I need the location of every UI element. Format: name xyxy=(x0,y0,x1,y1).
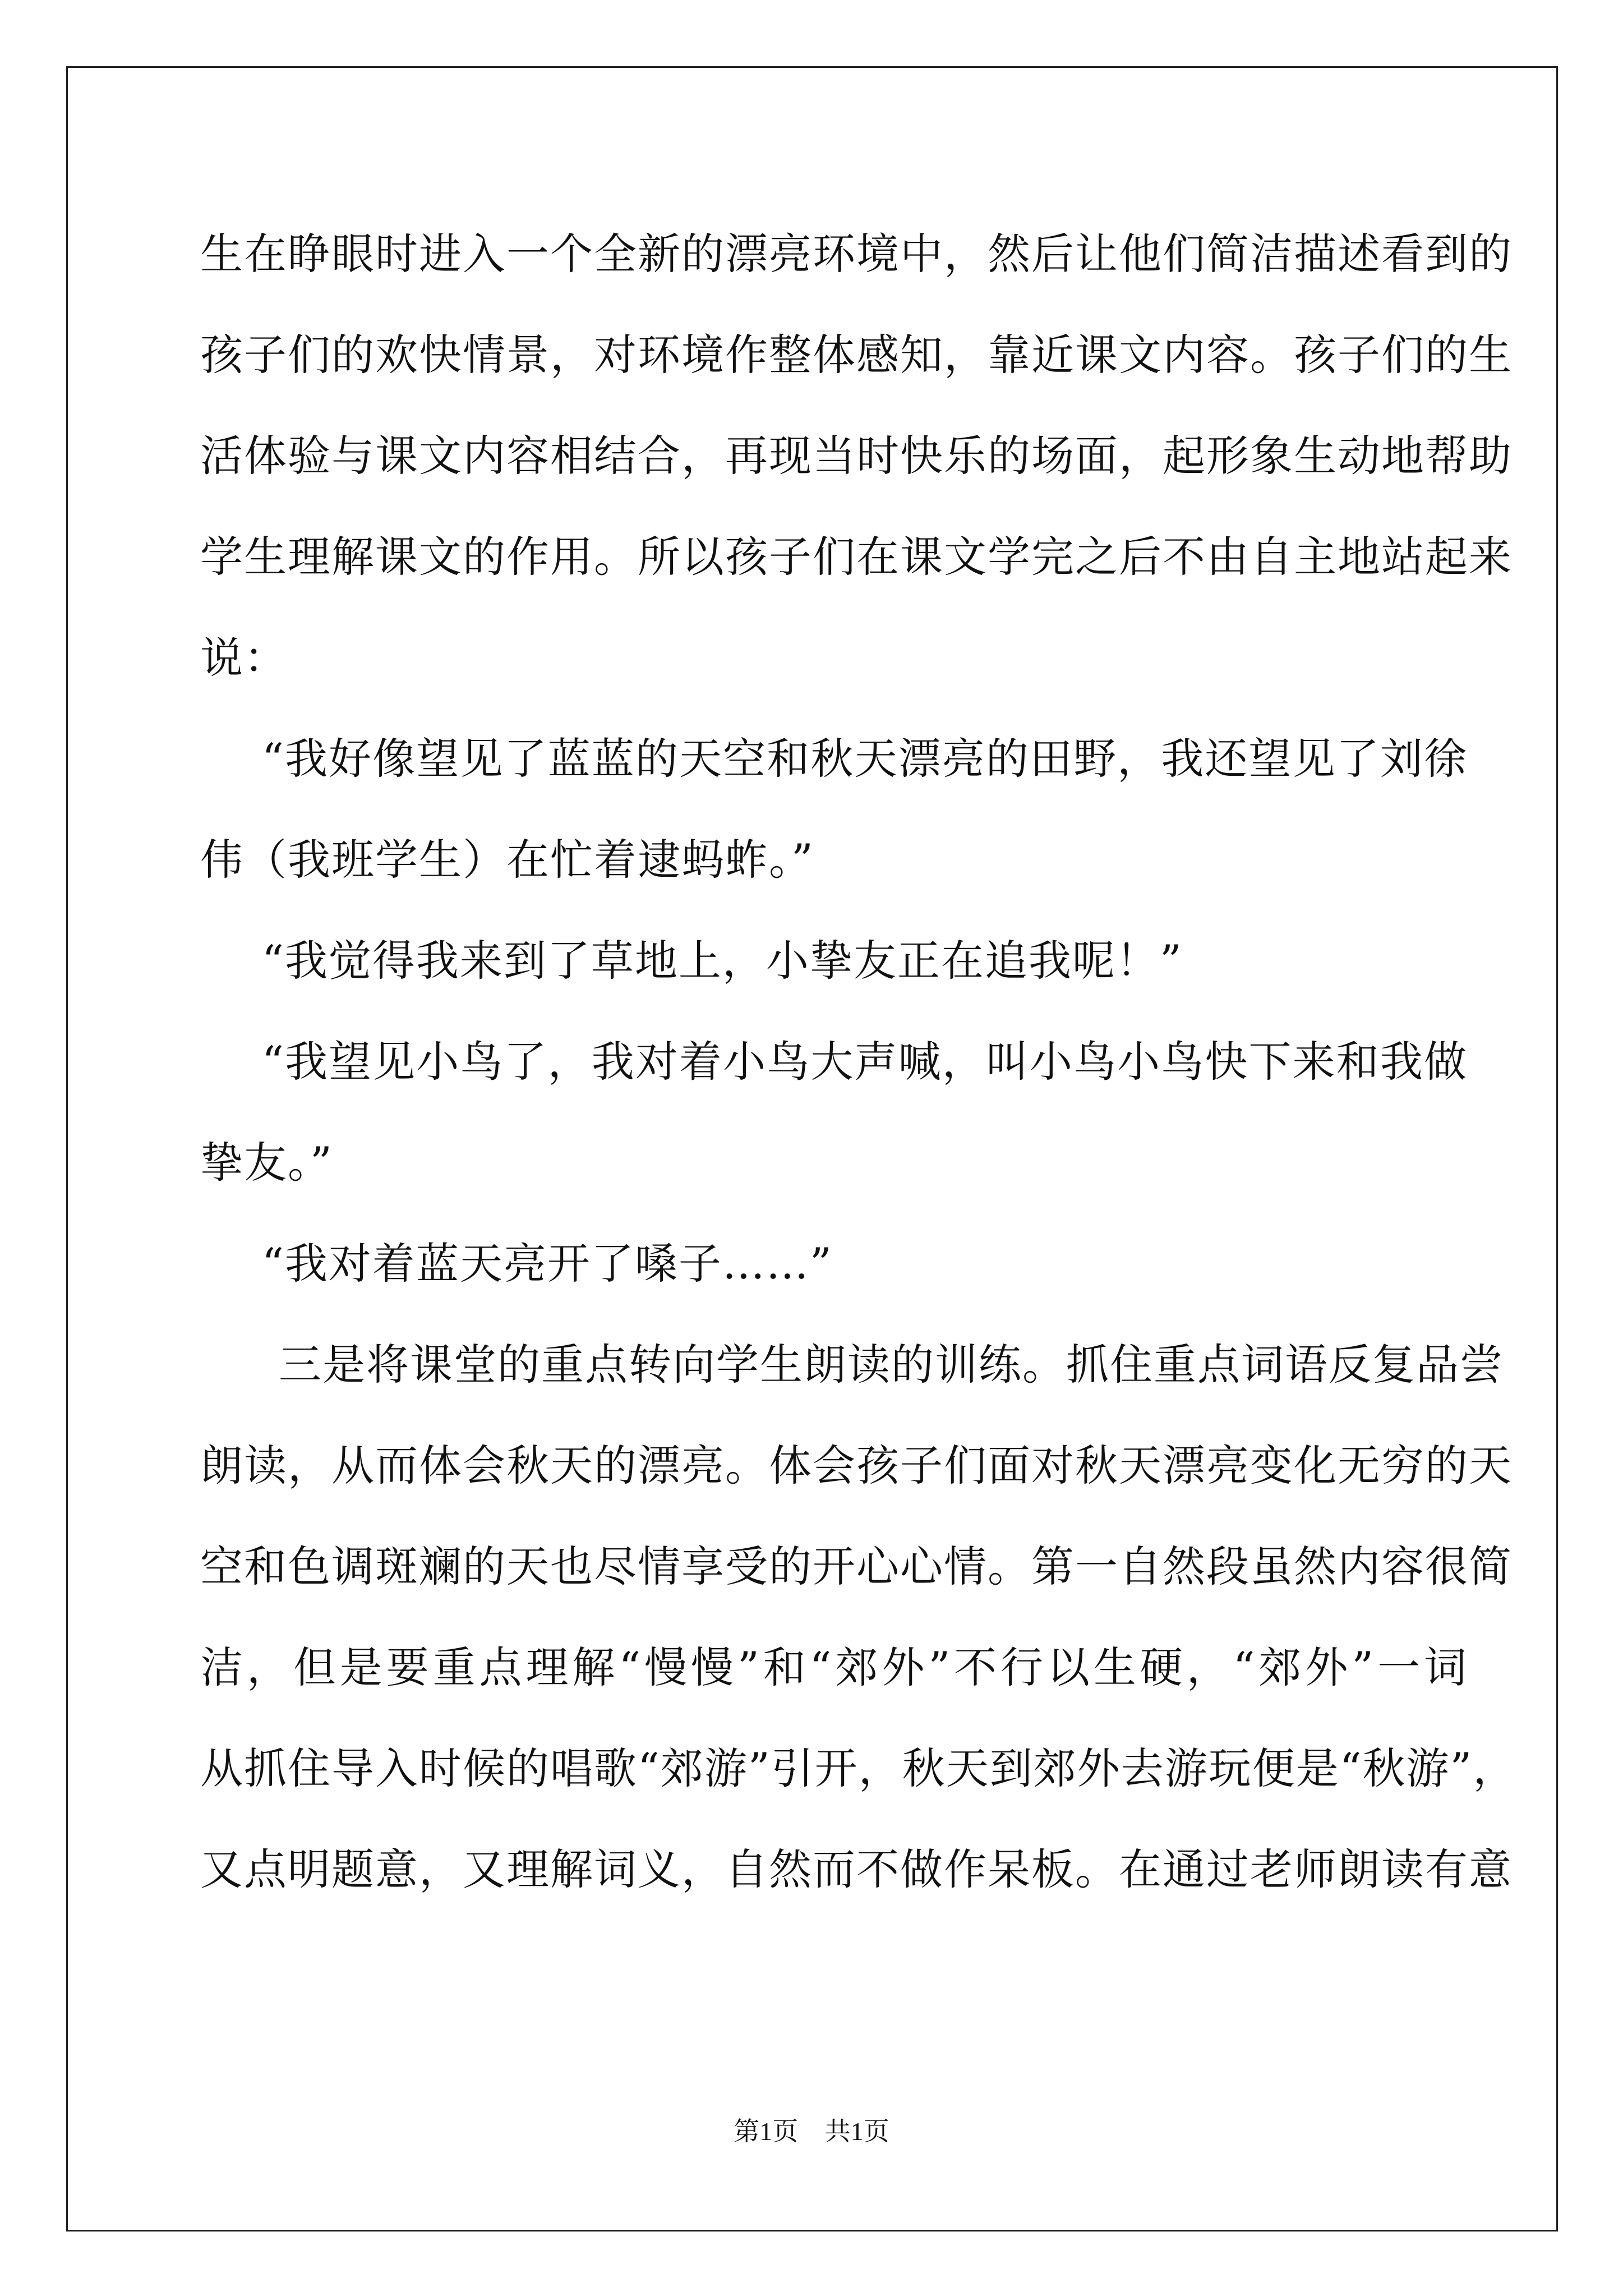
text-line: 洁，但是要重点理解“慢慢”和“郊外”不行以生硬，“郊外”一词 xyxy=(200,1642,1468,1692)
text-line: 挚友。” xyxy=(200,1138,333,1188)
page-footer xyxy=(0,2115,1623,2148)
text-line: “我望见小鸟了，我对着小鸟大声喊，叫小鸟小鸟快下来和我做 xyxy=(262,1037,1468,1087)
text-line: 从抓住导入时候的唱歌“郊游”引开，秋天到郊外去游玩便是“秋游”， xyxy=(200,1743,1517,1793)
text-line: 生在睁眼时进入一个全新的漂亮环境中，然后让他们简洁描述看到的 xyxy=(200,229,1513,279)
text-line: 空和色调斑斓的天也尽情享受的开心心情。第一自然段虽然内容很简 xyxy=(200,1542,1513,1591)
text-line: 说： xyxy=(200,633,288,683)
page-total: 共1页 xyxy=(824,2117,889,2146)
text-line: “我好像望见了蓝蓝的天空和秋天漂亮的田野，我还望见了刘徐 xyxy=(262,734,1468,784)
text-line: “我对着蓝天亮开了嗓子……” xyxy=(262,1239,833,1289)
text-line: 朗读，从而体会秋天的漂亮。体会孩子们面对秋天漂亮变化无穷的天 xyxy=(200,1441,1513,1490)
text-line: 活体验与课文内容相结合，再现当时快乐的场面，起形象生动地帮助 xyxy=(200,431,1513,481)
text-line: 学生理解课文的作用。所以孩子们在课文学完之后不由自主地站起来 xyxy=(200,532,1513,582)
text-line: 三是将课堂的重点转向学生朗读的训练。抓住重点词语反复品尝 xyxy=(279,1340,1504,1389)
page-number: 第1页 xyxy=(734,2117,799,2146)
text-line: 又点明题意，又理解词义，自然而不做作呆板。在通过老师朗读有意 xyxy=(200,1844,1513,1894)
text-line: 孩子们的欢快情景，对环境作整体感知，靠近课文内容。孩子们的生 xyxy=(200,330,1513,380)
text-line: “我觉得我来到了草地上，小挚友正在追我呢！” xyxy=(262,936,1183,986)
text-line: 伟（我班学生）在忙着逮蚂蚱。” xyxy=(200,835,814,885)
